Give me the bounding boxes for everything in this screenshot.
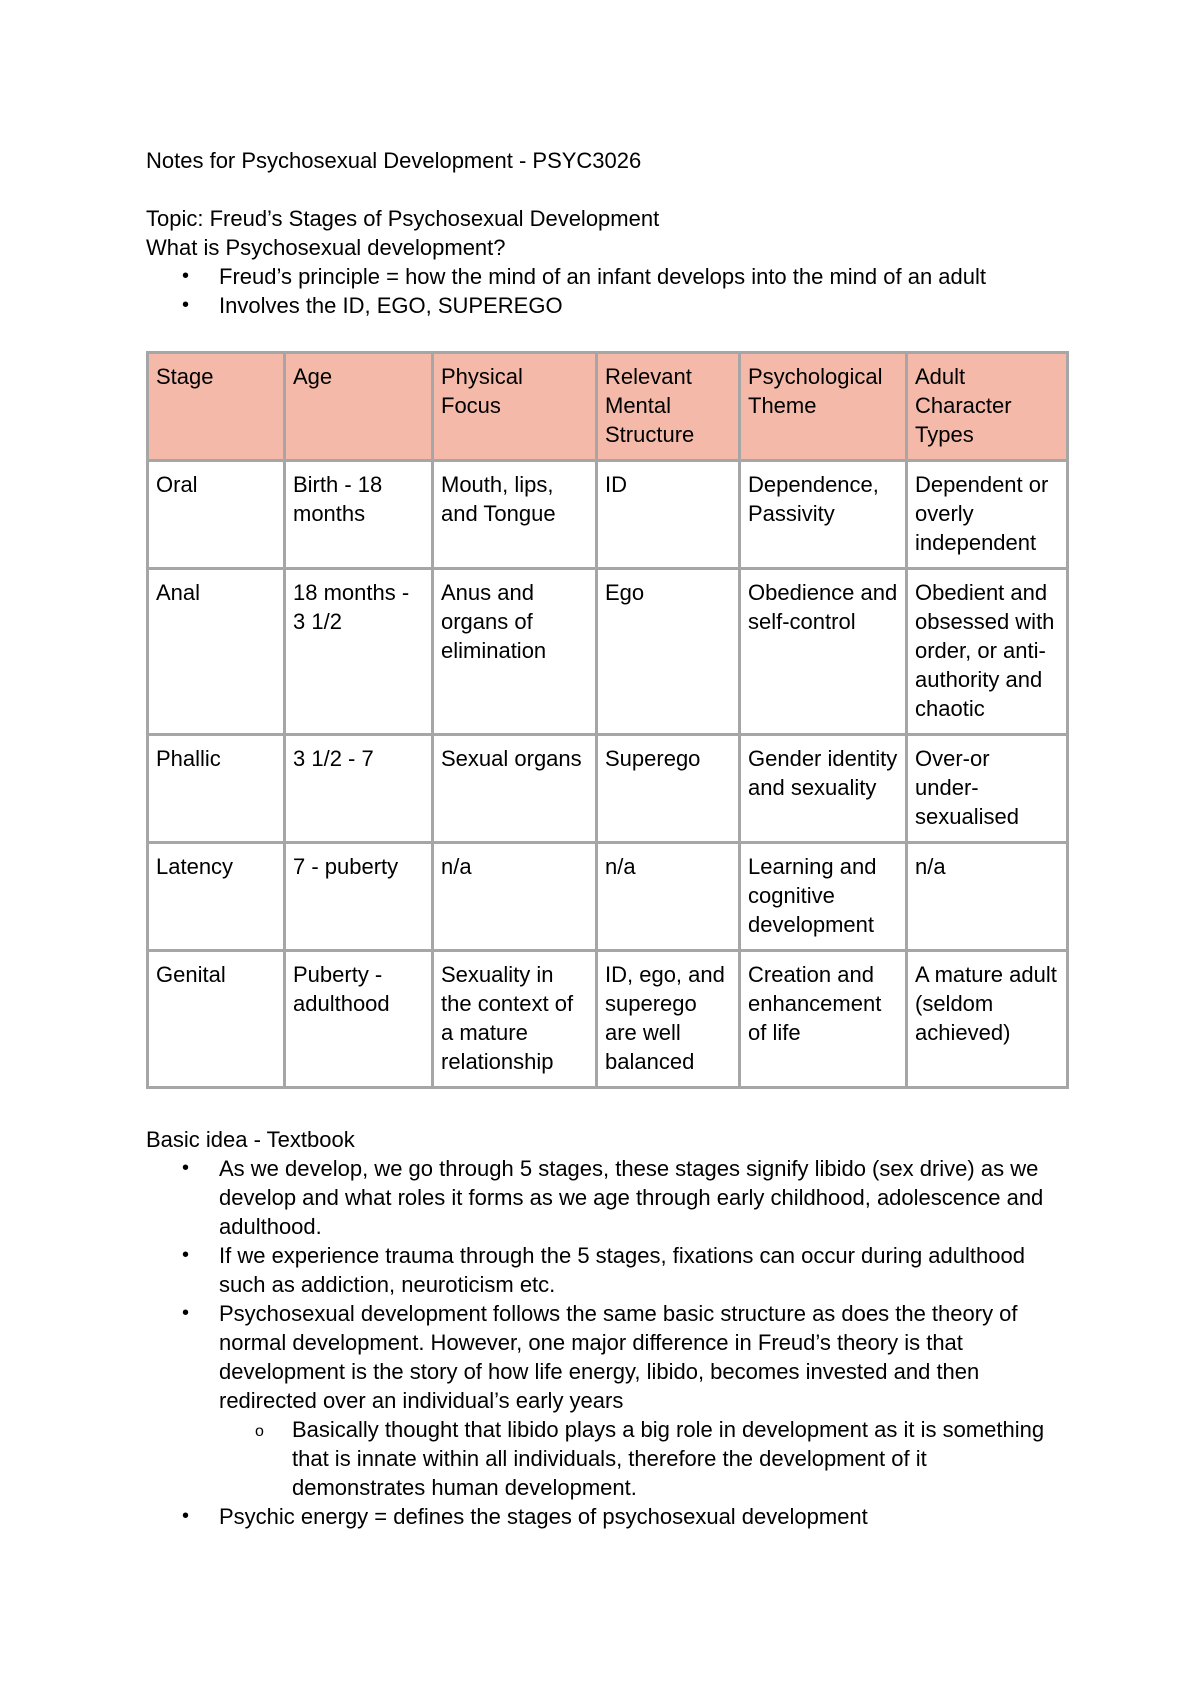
table-cell: Birth - 18 months (285, 461, 433, 569)
basic-idea-bullet-2: • If we experience trauma through the 5 stages, fixations can occur during adulthood such as addiction, neuroticism etc. (146, 1241, 1066, 1299)
table-cell: A mature adult (seldom achieved) (907, 951, 1068, 1088)
table-cell: ID, ego, and superego are well balanced (597, 951, 740, 1088)
basic-idea-bullet-3 (146, 1299, 1066, 1502)
table-cell: Dependent or overly independent (907, 461, 1068, 569)
table-cell: Dependence, Passivity (740, 461, 907, 569)
table-cell: Puberty - adulthood (285, 951, 433, 1088)
psychosexual-stages-table (146, 351, 1069, 1089)
table-cell: Creation and enhancement of life (740, 951, 907, 1088)
table-cell: Superego (597, 735, 740, 843)
question-heading: What is Psychosexual development? (146, 235, 506, 260)
header-psychological-theme: Psychological Theme (740, 353, 907, 461)
table-cell: Obedience and self-control (740, 569, 907, 735)
table-cell: n/a (433, 843, 597, 951)
table-cell: 7 - puberty (285, 843, 433, 951)
sub-bullet-list (219, 1415, 1066, 1502)
table-cell: Over-or under-sexualised (907, 735, 1068, 843)
topic-heading: Topic: Freud’s Stages of Psychosexual Development (146, 206, 660, 231)
basic-idea-bullet-4: • Psychic energy = defines the stages of psychosexual development (146, 1502, 1066, 1531)
table-row (148, 843, 1068, 951)
header-adult-character-types: Adult Character Types (907, 353, 1068, 461)
table-cell: Anus and organs of elimination (433, 569, 597, 735)
table-row (148, 951, 1068, 1088)
header-physical-focus: Physical Focus (433, 353, 597, 461)
table-row (148, 569, 1068, 735)
table-cell: n/a (907, 843, 1068, 951)
table-cell: Sexuality in the context of a mature relationship (433, 951, 597, 1088)
table-header-row (148, 353, 1068, 461)
basic-idea-heading: Basic idea - Textbook (146, 1127, 355, 1152)
table-cell: Obedient and obsessed with order, or anti-authority and chaotic (907, 569, 1068, 735)
basic-idea-bullet-3-text: Psychosexual development follows the same basic structure as does the theory of normal development. However, one major difference in Freud’s theory is that development is the story of how life energy, libido, becomes invested and then redirected over an individual’s early years (219, 1301, 1018, 1413)
basic-idea-bullet-1: • As we develop, we go through 5 stages, these stages signify libido (sex drive) as we develop and what roles it forms as we age through early childhood, adolescence and adulthood. (146, 1154, 1066, 1241)
sub-bullet-1: o Basically thought that libido plays a big role in development as it is something that is innate within all individuals, therefore the development of it demonstrates human development. (219, 1415, 1066, 1502)
table-cell: Genital (148, 951, 285, 1088)
intro-bullet-1: • Freud’s principle = how the mind of an infant develops into the mind of an adult (146, 262, 1066, 291)
table-cell: Anal (148, 569, 285, 735)
document-title: Notes for Psychosexual Development - PSYC3026 (146, 148, 642, 173)
document-page (146, 146, 1066, 1531)
header-stage: Stage (148, 353, 285, 461)
table-cell: Mouth, lips, and Tongue (433, 461, 597, 569)
intro-bullet-list (146, 262, 1066, 320)
header-age: Age (285, 353, 433, 461)
table-cell: Phallic (148, 735, 285, 843)
spacer (146, 175, 1066, 204)
table-cell: Gender identity and sexuality (740, 735, 907, 843)
basic-idea-bullet-list (146, 1154, 1066, 1531)
table-cell: 18 months - 3 1/2 (285, 569, 433, 735)
table-cell: Sexual organs (433, 735, 597, 843)
table-row (148, 461, 1068, 569)
header-mental-structure: Relevant Mental Structure (597, 353, 740, 461)
table-cell: n/a (597, 843, 740, 951)
table-cell: Learning and cognitive development (740, 843, 907, 951)
table-cell: Oral (148, 461, 285, 569)
intro-bullet-2: • Involves the ID, EGO, SUPEREGO (146, 291, 1066, 320)
table-row (148, 735, 1068, 843)
table-cell: 3 1/2 - 7 (285, 735, 433, 843)
table-cell: Ego (597, 569, 740, 735)
table-cell: ID (597, 461, 740, 569)
table-cell: Latency (148, 843, 285, 951)
